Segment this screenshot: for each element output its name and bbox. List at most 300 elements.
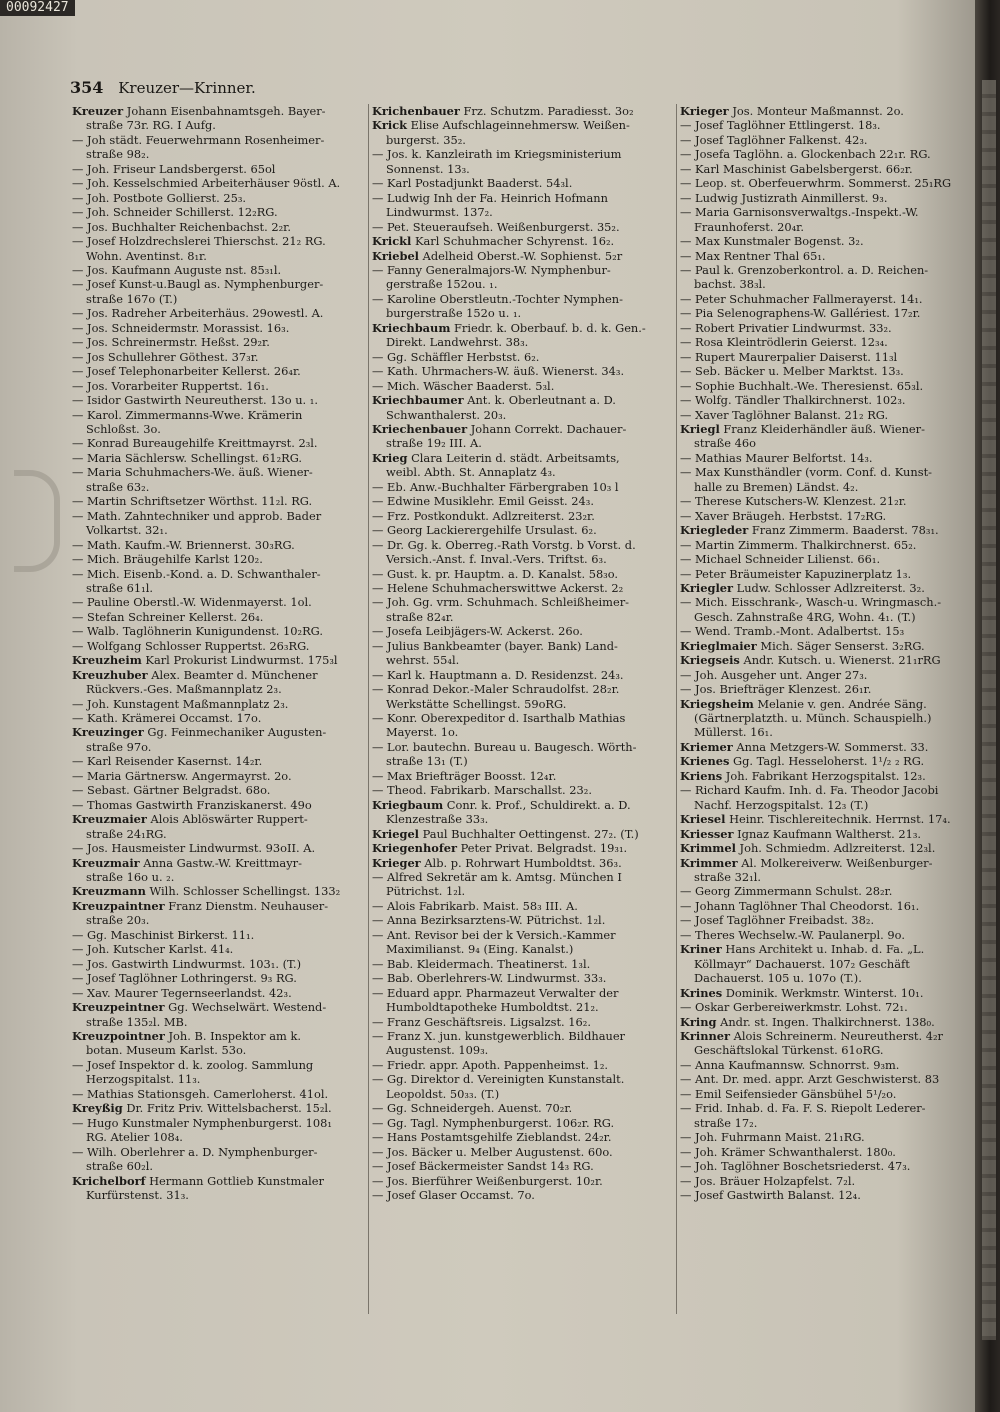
entry-sub-line: — Peter Schuhmacher Fallmerayerst. 14₁. xyxy=(680,292,962,306)
surname: Kriner xyxy=(680,942,722,957)
surname: Kreuzmair xyxy=(72,855,140,870)
entry-details: Friedr. k. Oberbauf. b. d. k. Gen.- xyxy=(450,320,646,335)
entry-sub-line: — Josef Glaser Occamst. 7o. xyxy=(372,1188,672,1202)
entry-details: Hans Architekt u. Inhab. d. Fa. „L. xyxy=(721,942,925,957)
surname: Krines xyxy=(680,985,723,1000)
entry-sub-line: — Karoline Oberstleutn.-Tochter Nymphen- xyxy=(372,292,672,306)
entry-surname-line xyxy=(72,725,364,739)
entry-sub-line: — Gg. Schäffler Herbstst. 6₂. xyxy=(372,350,672,364)
entry-sub-line: — Mathias Stationsgeh. Camerloherst. 41ol. xyxy=(72,1087,364,1101)
surname: Kriegl xyxy=(680,421,720,436)
entry-continuation-line: Volkartst. 32₁. xyxy=(86,523,168,538)
entry-sub-line: — Gg. Maschinist Birkerst. 11₁. xyxy=(72,928,364,942)
surname: Krieger xyxy=(680,104,729,118)
surname: Kreuzinger xyxy=(72,725,144,740)
entry-continuation-line: weibl. Abth. St. Annaplatz 4₃. xyxy=(386,465,556,480)
entry-continuation-line: Humboldtapotheke Humboldtst. 21₂. xyxy=(386,1000,599,1015)
entry-details: Alois Schreinerm. Neureutherst. 4₂r xyxy=(730,1029,944,1043)
entry-sub-line: — Maria Schuhmachers-We. äuß. Wiener- xyxy=(72,465,364,479)
entry-sub-line: — Josefa Taglöhn. a. Glockenbach 22₁r. RG. xyxy=(680,147,962,161)
entry-continuation-line: Pütrichst. 1₂l. xyxy=(386,884,466,899)
entry-continuation-line: Herzogspitalst. 11₃. xyxy=(86,1072,201,1087)
entry-surname-line xyxy=(372,451,672,465)
entry-sub-line: — Konrad Bureaugehilfe Kreittmayrst. 2₃l. xyxy=(72,436,364,450)
entry-continuation-line: Versich.-Anst. f. Inval.-Vers. Triftst. 6₃. xyxy=(386,552,607,567)
entry-sub-line: — Franz Geschäftsreis. Ligsalzst. 16₂. xyxy=(372,1015,672,1029)
surname: Kriesser xyxy=(680,826,734,841)
entry-sub-line: — Georg Lackierergehilfe Ursulast. 6₂. xyxy=(372,523,672,537)
entry-details: Wilh. Schlosser Schellingst. 133₂ xyxy=(145,884,341,899)
entry-sub-line: — Maria Garnisonsverwaltgs.-Inspekt.-W. xyxy=(680,205,962,219)
entry-sub-line: — Hans Postamtsgehilfe Zieblandst. 24₂r. xyxy=(372,1130,672,1144)
entry-sub-line: — Michael Schneider Lilienst. 66₁. xyxy=(680,552,962,566)
entry-sub-line: — Kath. Uhrmachers-W. äuß. Wienerst. 34₃. xyxy=(372,364,672,378)
entry-sub-line: — Kath. Krämerei Occamst. 17o. xyxy=(72,711,364,725)
entry-details: Gg. Wechselwärt. Westend- xyxy=(164,1000,327,1015)
surname: Kreuzpaintner xyxy=(72,898,165,913)
entry-sub-line: — Jos. Buchhalter Reichenbachst. 2₂r. xyxy=(72,220,364,234)
entry-details: Gg. Tagl. Hesseloherst. 1¹/₂ ₂ RG. xyxy=(729,754,925,769)
entry-sub-line: — Georg Zimmermann Schulst. 28₂r. xyxy=(680,884,962,898)
entry-details: Gg. Feinmechaniker Augusten- xyxy=(143,725,327,740)
entry-sub-line: — Jos. Schreinermstr. Heßst. 29₂r. xyxy=(72,335,364,349)
surname: Krinner xyxy=(680,1029,731,1043)
entry-details: Frz. Schutzm. Paradiesst. 3o₂ xyxy=(459,104,634,118)
entry-continuation-line: burgerst. 35₂. xyxy=(386,132,466,147)
surname: Kriegenhofer xyxy=(372,841,457,856)
entry-surname-line xyxy=(372,249,672,263)
entry-sub-line: — Walb. Taglöhnerin Kunigundenst. 10₂RG. xyxy=(72,624,364,638)
entry-surname-line xyxy=(680,1015,962,1029)
entry-sub-line: — Rosa Kleintrödlerin Geierst. 12₃₄. xyxy=(680,335,962,349)
entry-sub-line: — Josef Telephonarbeiter Kellerst. 26₄r. xyxy=(72,364,364,378)
entry-continuation-line: RG. Atelier 108₄. xyxy=(86,1130,183,1145)
entry-continuation-line: straße 63₂. xyxy=(86,479,150,494)
entry-sub-line: — Konrad Dekor.-Maler Schraudolfst. 28₂r. xyxy=(372,682,672,696)
entry-surname-line xyxy=(680,740,962,754)
entry-sub-line: — Helene Schuhmacherswittwe Ackerst. 2₂ xyxy=(372,581,672,595)
entry-continuation-line: Klenzestraße 33₃. xyxy=(386,812,489,827)
entry-sub-line: — Alfred Sekretär am k. Amtsg. München I xyxy=(372,870,672,884)
entry-continuation-line: Gesch. Zahnstraße 4RG, Wohn. 4₁. (T.) xyxy=(694,609,916,624)
entry-sub-line: — Thomas Gastwirth Franziskanerst. 49o xyxy=(72,798,364,812)
entry-details: Conr. k. Prof., Schuldirekt. a. D. xyxy=(443,797,631,812)
entry-sub-line: — Josef Taglöhner Falkenst. 42₃. xyxy=(680,133,962,147)
entry-sub-line: — Jos. Gastwirth Lindwurmst. 103₁. (T.) xyxy=(72,957,364,971)
entry-surname-line xyxy=(680,827,962,841)
entry-surname-line xyxy=(72,884,364,898)
surname: Kring xyxy=(680,1014,717,1029)
entry-sub-line: — Josef Inspektor d. k. zoolog. Sammlung xyxy=(72,1058,364,1072)
surname: Kriegel xyxy=(372,826,420,841)
entry-sub-line: — Jos Schullehrer Göthest. 37₃r. xyxy=(72,350,364,364)
entry-details: Ant. k. Oberleutnant a. D. xyxy=(463,393,616,408)
entry-continuation-line: straße 13₁ (T.) xyxy=(386,754,468,769)
entry-surname-line xyxy=(680,812,962,826)
entry-sub-line: — Wilh. Oberlehrer a. D. Nymphenburger- xyxy=(72,1145,364,1159)
entry-surname-line xyxy=(680,653,962,667)
entry-sub-line: — Joh städt. Feuerwehrmann Rosenheimer- xyxy=(72,133,364,147)
entry-sub-line: — Theres Wechselw.-W. Paulanerpl. 9o. xyxy=(680,928,962,942)
entry-sub-line: — Oskar Gerbereiwerkmstr. Lohst. 72₁. xyxy=(680,1000,962,1014)
entry-sub-line: — Gg. Schneidergeh. Auenst. 70₂r. xyxy=(372,1101,672,1115)
entry-continuation-line: straße 97o. xyxy=(86,739,152,754)
surname: Kriemer xyxy=(680,739,733,754)
entry-sub-line: — Paul k. Grenzoberkontrol. a. D. Reichen- xyxy=(680,263,962,277)
entry-sub-line: — Joh. Postbote Gollierst. 25₃. xyxy=(72,191,364,205)
entry-sub-line: — Peter Bräumeister Kapuzinerplatz 1₃. xyxy=(680,567,962,581)
entry-surname-line xyxy=(372,422,672,436)
entry-surname-line xyxy=(72,812,364,826)
entry-continuation-line: bachst. 38₃l. xyxy=(694,277,766,292)
entry-sub-line: — Hugo Kunstmaler Nymphenburgerst. 108₁ xyxy=(72,1116,364,1130)
entry-sub-line: — Wend. Tramb.-Mont. Adalbertst. 15₃ xyxy=(680,624,962,638)
entry-continuation-line: straße 135₂l. MB. xyxy=(86,1014,188,1029)
entry-details: Anna Gastw.-W. Kreittmayr- xyxy=(139,855,302,870)
surname: Krieglmaier xyxy=(680,638,757,653)
entry-surname-line xyxy=(72,1029,364,1043)
entry-sub-line: — Max Kunsthändler (vorm. Conf. d. Kunst- xyxy=(680,465,962,479)
entry-sub-line: — Joh. Friseur Landsbergerst. 65ol xyxy=(72,162,364,176)
entry-sub-line: — Rupert Maurerpalier Daiserst. 11₃l xyxy=(680,350,962,364)
entry-sub-line: — Gust. k. pr. Hauptm. a. D. Kanalst. 58₃o. xyxy=(372,567,672,581)
entry-sub-line: — Robert Privatier Lindwurmst. 33₂. xyxy=(680,321,962,335)
entry-sub-line: — Joh. Kunstagent Maßmannplatz 2₃. xyxy=(72,697,364,711)
entry-sub-line: — Anna Kaufmannsw. Schnorrst. 9₃m. xyxy=(680,1058,962,1072)
entry-details: Melanie v. gen. Andrée Säng. xyxy=(753,696,927,711)
surname: Kriens xyxy=(680,768,723,783)
entry-sub-line: — Frz. Postkondukt. Adlzreiterst. 23₂r. xyxy=(372,509,672,523)
entry-surname-line xyxy=(680,856,962,870)
entry-sub-line: — Gg. Direktor d. Vereinigten Kunstanstalt. xyxy=(372,1072,672,1086)
entry-sub-line: — Frid. Inhab. d. Fa. F. S. Riepolt Lederer- xyxy=(680,1101,962,1115)
entry-sub-line: — Jos. k. Kanzleirath im Kriegsministerium xyxy=(372,147,672,161)
surname: Krickl xyxy=(372,234,412,249)
entry-continuation-line: Maximilianst. 9₄ (Eing. Kanalst.) xyxy=(386,942,574,957)
entry-sub-line: — Josef Taglöhner Freibadst. 38₂. xyxy=(680,913,962,927)
entry-surname-line xyxy=(680,104,962,118)
entry-surname-line xyxy=(372,321,672,335)
surname: Kriechbaum xyxy=(372,320,451,335)
entry-surname-line xyxy=(72,899,364,913)
entry-sub-line: — Wolfgang Schlosser Ruppertst. 26₃RG. xyxy=(72,639,364,653)
entry-sub-line: — Jos. Bräuer Holzapfelst. 7₂l. xyxy=(680,1174,962,1188)
surname: Krieger xyxy=(372,855,421,870)
surname: Kriegseis xyxy=(680,653,740,668)
entry-details: Andr. st. Ingen. Thalkirchnerst. 138₀. xyxy=(716,1014,935,1029)
column-divider xyxy=(676,104,677,1314)
entry-continuation-line: Augustenst. 109₃. xyxy=(386,1043,489,1058)
surname: Kriesel xyxy=(680,812,726,827)
entry-details: Elise Aufschlageinnehmersw. Weißen- xyxy=(407,118,630,133)
entry-surname-line xyxy=(72,668,364,682)
entry-details: Alex. Beamter d. Münchener xyxy=(147,667,318,682)
entry-sub-line: — Pia Selenographens-W. Gallériest. 17₂r. xyxy=(680,306,962,320)
entry-sub-line: — Stefan Schreiner Kellerst. 26₄. xyxy=(72,610,364,624)
surname: Kreuzhuber xyxy=(72,667,148,682)
entry-continuation-line: Schloßst. 3o. xyxy=(86,421,161,436)
entry-sub-line: — Math. Zahntechniker und approb. Bader xyxy=(72,509,364,523)
entry-sub-line: — Jos. Vorarbeiter Ruppertst. 16₁. xyxy=(72,379,364,393)
directory-column-2 xyxy=(372,104,672,1202)
entry-sub-line: — Bab. Oberlehrers-W. Lindwurmst. 33₃. xyxy=(372,971,672,985)
entry-sub-line: — Karl Reisender Kasernst. 14₂r. xyxy=(72,754,364,768)
entry-details: Anna Metzgers-W. Sommerst. 33. xyxy=(732,739,929,754)
entry-sub-line: — Mich. Eisschrank-, Wasch-u. Wringmasch.- xyxy=(680,595,962,609)
entry-sub-line: — Emil Seifensieder Gänsbühel 5¹/₂o. xyxy=(680,1087,962,1101)
entry-surname-line xyxy=(372,118,672,132)
entry-details: Al. Molkereiverw. Weißenburger- xyxy=(737,855,933,870)
entry-continuation-line: straße 16o u. ₂. xyxy=(86,870,175,885)
surname: Krimmel xyxy=(680,841,736,856)
entry-continuation-line: straße 20₃. xyxy=(86,913,150,928)
surname: Kriegleder xyxy=(680,523,749,538)
entry-sub-line: — Jos. Schneidermstr. Morassist. 16₃. xyxy=(72,321,364,335)
entry-sub-line: — Eduard appr. Pharmazeut Verwalter der xyxy=(372,986,672,1000)
entry-sub-line: — Edwine Musiklehr. Emil Geisst. 24₃. xyxy=(372,494,672,508)
entry-sub-line: — Isidor Gastwirth Neureutherst. 13o u. ₁. xyxy=(72,393,364,407)
entry-sub-line: — Joh. Taglöhner Boschetsriederst. 47₃. xyxy=(680,1159,962,1173)
entry-continuation-line: Köllmayr“ Dachauerst. 107₂ Geschäft xyxy=(694,956,910,971)
entry-details: Ignaz Kaufmann Waltherst. 21₃. xyxy=(733,826,922,841)
entry-details: Franz Zimmerm. Baaderst. 78₃₁. xyxy=(748,523,939,538)
entry-sub-line: — Josef Kunst-u.Baugl as. Nymphenburger- xyxy=(72,277,364,291)
entry-details: Alois Ablöswärter Ruppert- xyxy=(146,812,308,827)
entry-sub-line: — Joh. Kutscher Karlst. 41₄. xyxy=(72,942,364,956)
entry-continuation-line: straße 167o (T.) xyxy=(86,291,178,306)
entry-sub-line: — Jos. Bäcker u. Melber Augustenst. 60o. xyxy=(372,1145,672,1159)
entry-sub-line: — Jos. Hausmeister Lindwurmst. 93oII. A. xyxy=(72,841,364,855)
entry-continuation-line: Lindwurmst. 137₂. xyxy=(386,205,493,220)
binding-loop xyxy=(14,470,60,572)
entry-details: Dr. Fritz Priv. Wittelsbacherst. 15₂l. xyxy=(122,1101,332,1116)
entry-continuation-line: Wohn. Aventinst. 8₁r. xyxy=(86,248,207,263)
entry-surname-line xyxy=(680,639,962,653)
entry-details: Ludw. Schlosser Adlzreiterst. 3₂. xyxy=(733,580,925,595)
entry-details: Johann Correkt. Dachauer- xyxy=(467,421,627,436)
entry-details: Franz Kleiderhändler äuß. Wiener- xyxy=(719,421,925,436)
entry-details: Joh. Schmiedm. Adlzreiterst. 12₃l. xyxy=(735,841,936,856)
entry-sub-line: — Johann Taglöhner Thal Cheodorst. 16₁. xyxy=(680,899,962,913)
surname: Kriegbaum xyxy=(372,797,444,812)
surname: Krimmer xyxy=(680,855,738,870)
surname: Kriebel xyxy=(372,248,420,263)
entry-sub-line: — Anna Bezirksarztens-W. Pütrichst. 1₂l. xyxy=(372,913,672,927)
entry-sub-line: — Eb. Anw.-Buchhalter Färbergraben 10₃ l xyxy=(372,480,672,494)
entry-continuation-line: gerstraße 152ou. ₁. xyxy=(386,277,498,292)
entry-surname-line xyxy=(72,1000,364,1014)
entry-details: Hermann Gottlieb Kunstmaler xyxy=(145,1173,324,1188)
column-divider xyxy=(368,104,369,1314)
entry-continuation-line: straße 24₁RG. xyxy=(86,826,167,841)
entry-continuation-line: straße 73r. RG. I Aufg. xyxy=(86,118,216,133)
entry-sub-line: — Gg. Tagl. Nymphenburgerst. 106₂r. RG. xyxy=(372,1116,672,1130)
surname: Kreuzpeintner xyxy=(72,1000,165,1015)
entry-sub-line: — Jos. Briefträger Klenzest. 26₁r. xyxy=(680,682,962,696)
surname: Kriegsheim xyxy=(680,696,754,711)
entry-sub-line: — Theod. Fabrikarb. Marschallst. 23₂. xyxy=(372,783,672,797)
running-head: Kreuzer—Krinner. xyxy=(118,79,256,97)
entry-sub-line: — Math. Kaufm.-W. Briennerst. 30₃RG. xyxy=(72,538,364,552)
entry-details: Adelheid Oberst.-W. Sophienst. 5₂r xyxy=(419,248,623,263)
entry-continuation-line: straße 60₂l. xyxy=(86,1159,153,1174)
entry-sub-line: — Friedr. appr. Apoth. Pappenheimst. 1₂. xyxy=(372,1058,672,1072)
entry-surname-line xyxy=(680,942,962,956)
entry-sub-line: — Josef Taglöhner Lothringerst. 9₃ RG. xyxy=(72,971,364,985)
entry-sub-line: — Mich. Wäscher Baaderst. 5₃l. xyxy=(372,379,672,393)
entry-sub-line: — Jos. Radreher Arbeiterhäus. 29owestl. A. xyxy=(72,306,364,320)
page-edge-strip xyxy=(982,80,996,1340)
entry-continuation-line: straße 61₁l. xyxy=(86,580,153,595)
entry-surname-line xyxy=(372,798,672,812)
surname: Kreyßig xyxy=(72,1101,123,1116)
entry-sub-line: — Maria Gärtnersw. Angermayrst. 2o. xyxy=(72,769,364,783)
entry-surname-line xyxy=(372,234,672,248)
surname: Kreuzpointner xyxy=(72,1029,165,1043)
entry-surname-line xyxy=(72,104,364,118)
entry-sub-line: — Therese Kutschers-W. Klenzest. 21₂r. xyxy=(680,494,962,508)
entry-sub-line: — Max Briefträger Boosst. 12₄r. xyxy=(372,769,672,783)
entry-sub-line: — Alois Fabrikarb. Maist. 58₃ III. A. xyxy=(372,899,672,913)
entry-details: Andr. Kutsch. u. Wienerst. 21₁rRG xyxy=(739,653,941,668)
entry-details: Franz Dienstm. Neuhauser- xyxy=(164,898,329,913)
entry-sub-line: — Joh. Schneider Schillerst. 12₂RG. xyxy=(72,205,364,219)
entry-surname-line xyxy=(680,986,962,1000)
entry-sub-line: — Maria Sächlersw. Schellingst. 61₂RG. xyxy=(72,451,364,465)
entry-continuation-line: Schwanthalerst. 20₃. xyxy=(386,407,507,422)
entry-sub-line: — Dr. Gg. k. Oberreg.-Rath Vorstg. b Vorst. d. xyxy=(372,538,672,552)
surname: Krienes xyxy=(680,754,730,769)
entry-continuation-line: botan. Museum Karlst. 53o. xyxy=(86,1043,247,1058)
entry-continuation-line: Rückvers.-Ges. Maßmannplatz 2₃. xyxy=(86,682,282,697)
entry-surname-line xyxy=(680,754,962,768)
entry-sub-line: — Xav. Maurer Tegernseerlandst. 42₃. xyxy=(72,986,364,1000)
entry-continuation-line: wehrst. 55₄l. xyxy=(386,653,460,668)
entry-continuation-line: Mayerst. 1o. xyxy=(386,725,459,740)
entry-surname-line xyxy=(372,393,672,407)
entry-sub-line: — Josef Holzdrechslerei Thierschst. 21₂ RG. xyxy=(72,234,364,248)
entry-details: Joh. B. Inspektor am k. xyxy=(164,1029,301,1043)
entry-continuation-line: (Gärtnerplatzth. u. Münch. Schauspielh.) xyxy=(694,711,932,726)
entry-details: Karl Prokurist Lindwurmst. 175₃l xyxy=(141,653,338,668)
entry-continuation-line: Müllerst. 16₁. xyxy=(694,725,773,740)
entry-details: Paul Buchhalter Oettingenst. 27₂. (T.) xyxy=(419,826,639,841)
entry-surname-line xyxy=(680,769,962,783)
entry-sub-line: — Xaver Bräugeh. Herbstst. 17₂RG. xyxy=(680,509,962,523)
entry-sub-line: — Franz X. jun. kunstgewerblich. Bildhauer xyxy=(372,1029,672,1043)
entry-sub-line: — Ant. Revisor bei der k Versich.-Kammer xyxy=(372,928,672,942)
entry-continuation-line: straße 46o xyxy=(694,436,756,451)
entry-sub-line: — Sebast. Gärtner Belgradst. 68o. xyxy=(72,783,364,797)
entry-sub-line: — Josef Gastwirth Balanst. 12₄. xyxy=(680,1188,962,1202)
entry-sub-line: — Pet. Steueraufseh. Weißenburgerst. 35₂. xyxy=(372,220,672,234)
entry-sub-line: — Mich. Eisenb.-Kond. a. D. Schwanthaler- xyxy=(72,567,364,581)
entry-sub-line: — Ludwig Inh der Fa. Heinrich Hofmann xyxy=(372,191,672,205)
scan-id-label: 00092427 xyxy=(0,0,75,16)
entry-details: Joh. Fabrikant Herzogspitalst. 12₃. xyxy=(722,768,926,783)
entry-sub-line: — Jos. Bierführer Weißenburgerst. 10₂r. xyxy=(372,1174,672,1188)
entry-sub-line: — Julius Bankbeamter (bayer. Bank) Land- xyxy=(372,639,672,653)
entry-continuation-line: straße 82₄r. xyxy=(386,609,454,624)
entry-continuation-line: Fraunhoferst. 20₄r. xyxy=(694,219,804,234)
entry-surname-line xyxy=(72,856,364,870)
entry-surname-line xyxy=(372,104,672,118)
surname: Kreuzheim xyxy=(72,653,142,668)
entry-continuation-line: straße 98₂. xyxy=(86,147,150,162)
entry-sub-line: — Jos. Kaufmann Auguste nst. 85₃₁l. xyxy=(72,263,364,277)
entry-surname-line xyxy=(372,827,672,841)
entry-sub-line: — Xaver Taglöhner Balanst. 21₂ RG. xyxy=(680,408,962,422)
entry-continuation-line: Werkstätte Schellingst. 59oRG. xyxy=(386,696,567,711)
entry-sub-line: — Karl Maschinist Gabelsbergerst. 66₂r. xyxy=(680,162,962,176)
surname: Kriegler xyxy=(680,580,734,595)
entry-sub-line: — Mathias Maurer Belfortst. 14₃. xyxy=(680,451,962,465)
entry-details: Johann Eisenbahnamtsgeh. Bayer- xyxy=(123,104,326,118)
entry-details: Peter Privat. Belgradst. 19₃₁. xyxy=(457,841,628,856)
entry-sub-line: — Joh. Ausgeher unt. Anger 27₃. xyxy=(680,668,962,682)
entry-sub-line: — Josefa Leibjägers-W. Ackerst. 26o. xyxy=(372,624,672,638)
entry-surname-line xyxy=(72,1174,364,1188)
entry-sub-line: — Martin Schriftsetzer Wörthst. 11₂l. RG. xyxy=(72,494,364,508)
entry-sub-line: — Richard Kaufm. Inh. d. Fa. Theodor Jacobi xyxy=(680,783,962,797)
entry-surname-line xyxy=(72,653,364,667)
entry-sub-line: — Josef Bäckermeister Sandst 14₃ RG. xyxy=(372,1159,672,1173)
surname: Kreuzmaier xyxy=(72,812,147,827)
entry-details: Dominik. Werkmstr. Winterst. 10₁. xyxy=(722,985,924,1000)
surname: Kriechenbauer xyxy=(372,421,468,436)
surname: Kreuzmann xyxy=(72,884,146,899)
entry-details: Heinr. Tischlereitechnik. Herrnst. 17₄. xyxy=(725,812,951,827)
entry-sub-line: — Karl k. Hauptmann a. D. Residenzst. 24₃. xyxy=(372,668,672,682)
entry-sub-line: — Martin Zimmerm. Thalkirchnerst. 65₂. xyxy=(680,538,962,552)
entry-sub-line: — Karol. Zimmermanns-Wwe. Krämerin xyxy=(72,408,364,422)
entry-sub-line: — Konr. Oberexpeditor d. Isarthalb Mathias xyxy=(372,711,672,725)
entry-sub-line: — Leop. st. Oberfeuerwhrm. Sommerst. 25₁RG xyxy=(680,176,962,190)
surname: Kriechbaumer xyxy=(372,393,464,408)
directory-column-1 xyxy=(72,104,364,1202)
entry-details: Karl Schuhmacher Schyrenst. 16₂. xyxy=(411,234,615,249)
entry-sub-line: — Sophie Buchhalt.-We. Theresienst. 65₃l. xyxy=(680,379,962,393)
page-header xyxy=(70,78,256,97)
entry-continuation-line: Leopoldst. 50₃₃. (T.) xyxy=(386,1086,500,1101)
entry-surname-line xyxy=(72,1101,364,1115)
entry-sub-line: — Joh. Kesselschmied Arbeiterhäuser 9östl. A. xyxy=(72,176,364,190)
surname: Krichenbauer xyxy=(372,104,460,118)
entry-sub-line: — Joh. Gg. vrm. Schuhmach. Schleißheimer- xyxy=(372,595,672,609)
entry-surname-line xyxy=(680,581,962,595)
entry-sub-line: — Max Kunstmaler Bogenst. 3₂. xyxy=(680,234,962,248)
entry-sub-line: — Max Rentner Thal 65₁. xyxy=(680,249,962,263)
surname: Krichelborf xyxy=(72,1173,146,1188)
entry-sub-line: — Ant. Dr. med. appr. Arzt Geschwisterst. 83 xyxy=(680,1072,962,1086)
entry-surname-line xyxy=(680,523,962,537)
entry-details: Alb. p. Rohrwart Humboldtst. 36₃. xyxy=(420,855,622,870)
entry-surname-line xyxy=(680,841,962,855)
entry-continuation-line: Dachauerst. 105 u. 107o (T.). xyxy=(694,971,862,986)
entry-sub-line: — Bab. Kleidermach. Theatinerst. 1₃l. xyxy=(372,957,672,971)
surname: Krick xyxy=(372,118,408,133)
entry-sub-line: — Fanny Generalmajors-W. Nymphenbur- xyxy=(372,263,672,277)
entry-surname-line xyxy=(372,856,672,870)
entry-sub-line: — Lor. bautechn. Bureau u. Baugesch. Wörth- xyxy=(372,740,672,754)
directory-column-3 xyxy=(680,104,962,1202)
entry-continuation-line: straße 17₂. xyxy=(694,1115,758,1130)
entry-continuation-line: Direkt. Landwehrst. 38₃. xyxy=(386,335,529,350)
entry-sub-line: — Pauline Oberstl.-W. Widenmayerst. 1ol. xyxy=(72,595,364,609)
entry-details: Jos. Monteur Maßmannst. 2o. xyxy=(728,104,904,118)
page-number: 354 xyxy=(70,78,104,97)
entry-continuation-line: Kurfürstenst. 31₃. xyxy=(86,1187,189,1202)
